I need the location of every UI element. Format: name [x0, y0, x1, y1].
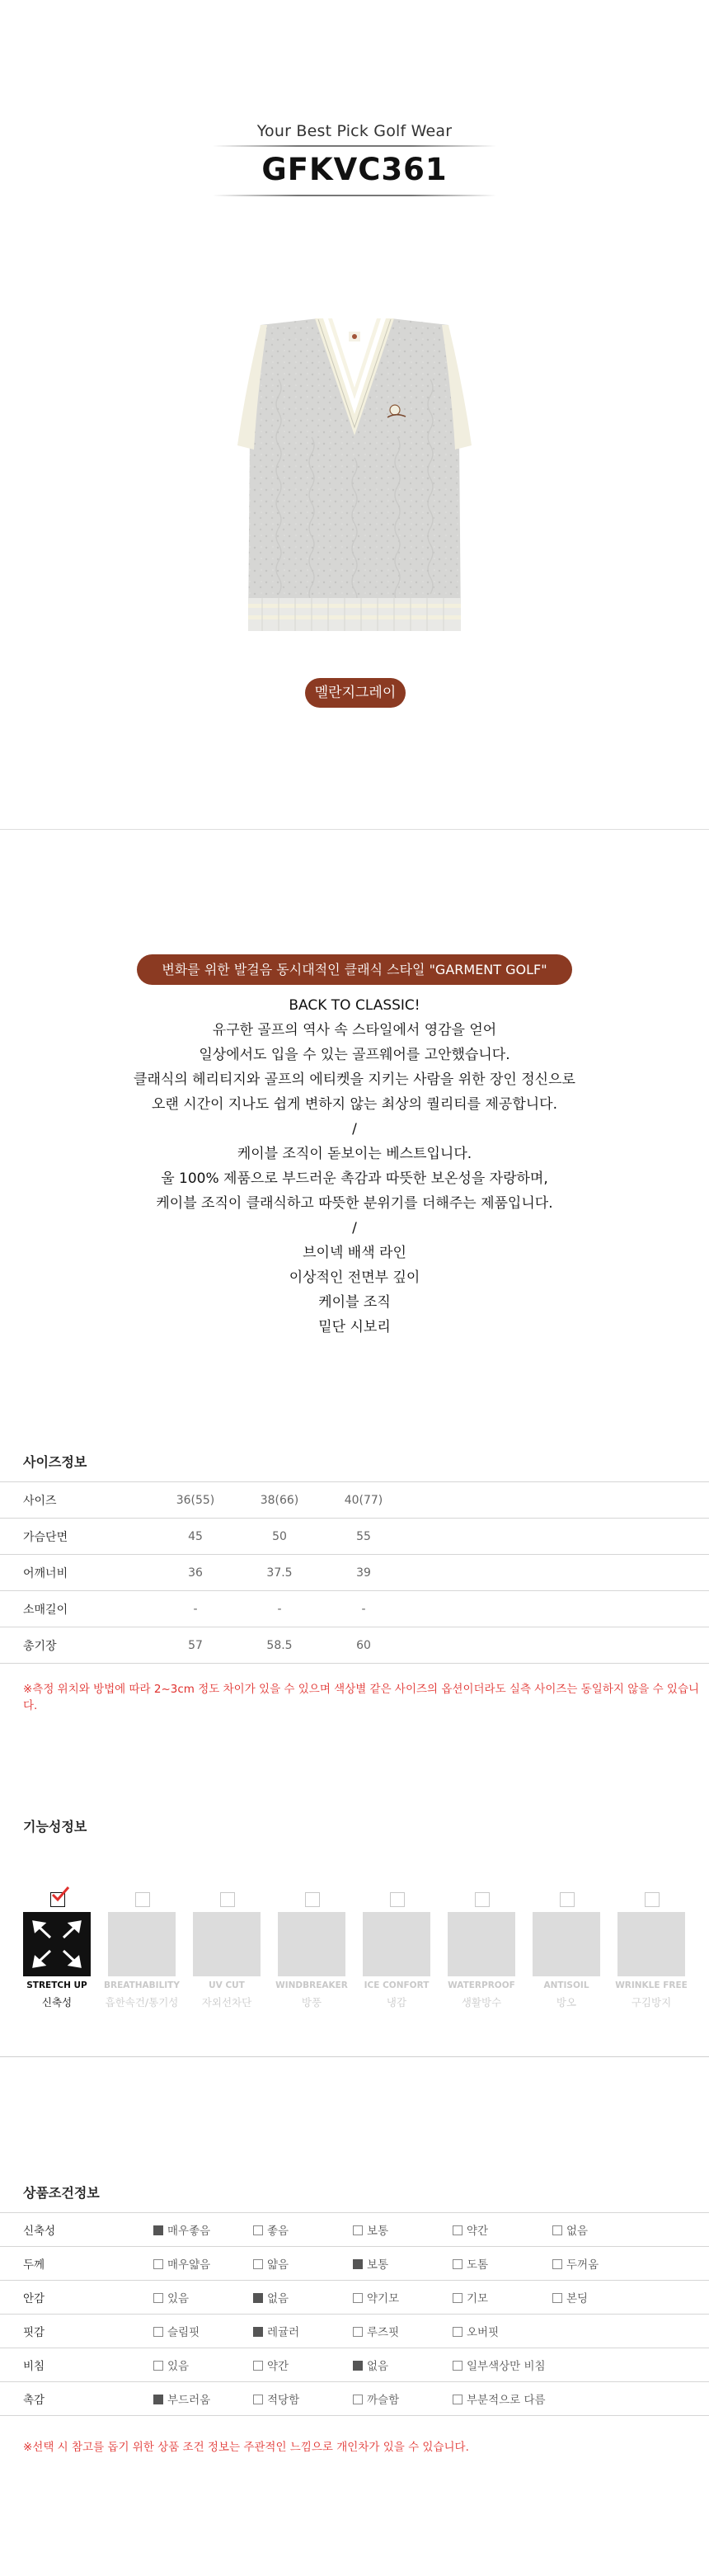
section-divider — [0, 829, 709, 830]
table-row — [0, 1519, 709, 1555]
size-info-title: 사이즈정보 — [23, 1454, 87, 1470]
condition-option: 약기모 — [353, 2281, 453, 2315]
brand-tagline: Your Best Pick Golf Wear — [256, 122, 453, 140]
checkbox-icon — [453, 2293, 462, 2303]
size-cell: 36 — [188, 1566, 203, 1580]
description-line: 케이블 조직이 클래식하고 따뜻한 분위기를 더해주는 제품입니다. — [156, 1195, 553, 1212]
size-row-label: 소매길이 — [23, 1603, 68, 1617]
function-wrinkle-free — [615, 1892, 688, 2012]
condition-option: 까슬함 — [353, 2382, 453, 2416]
checkbox-icon — [305, 1892, 320, 1907]
hero-section — [0, 0, 709, 829]
ice-icon — [363, 1912, 430, 1976]
checkbox-icon — [552, 2225, 562, 2235]
condition-option: 매우얇음 — [153, 2247, 253, 2281]
function-windbreaker — [275, 1892, 348, 2012]
function-uv-cut — [193, 1892, 261, 2012]
table-row — [0, 1482, 709, 1519]
size-row-label: 어깨너비 — [23, 1566, 68, 1580]
condition-option: 좋음 — [253, 2213, 353, 2247]
size-row-label: 가슴단면 — [23, 1530, 68, 1544]
condition-row-label: 신축성 — [23, 2225, 56, 2238]
function-ko-label: 방오 — [556, 1996, 577, 2009]
condition-option: 매우좋음 — [153, 2213, 253, 2247]
table-row — [0, 1555, 709, 1591]
description-line: 유구한 골프의 역사 속 스타일에서 영감을 얻어 — [212, 1022, 497, 1038]
function-en-label: BREATHABILITY — [104, 1980, 180, 1990]
condition-option: 보통 — [353, 2213, 453, 2247]
function-ko-label: 냉감 — [386, 1996, 407, 2009]
condition-option: 얇음 — [253, 2247, 353, 2281]
condition-note: ※선택 시 참고를 돕기 위한 상품 조건 정보는 주관적인 느낌으로 개인차가 있을 수 있습니다. — [23, 2441, 469, 2454]
description-line: 브이넥 배색 라인 — [303, 1245, 406, 1261]
description-line: 오랜 시간이 지나도 쉽게 변하지 않는 최상의 퀄리티를 제공합니다. — [151, 1096, 558, 1113]
condition-row-label: 두께 — [23, 2258, 45, 2272]
condition-option: 약간 — [253, 2348, 353, 2382]
table-row — [0, 2382, 709, 2416]
size-table — [0, 1481, 709, 1664]
description-line: 클래식의 헤리티지와 골프의 에티켓을 지키는 사람을 위한 장인 정신으로 — [134, 1071, 575, 1088]
function-en-label: WINDBREAKER — [275, 1980, 348, 1990]
checkbox-icon — [453, 2361, 462, 2371]
size-cell: 57 — [188, 1638, 203, 1652]
function-en-label: UV CUT — [209, 1980, 245, 1990]
condition-option: 보통 — [353, 2247, 453, 2281]
size-cell: 45 — [188, 1529, 203, 1543]
condition-option: 도톰 — [453, 2247, 552, 2281]
table-row — [0, 2315, 709, 2348]
checkbox-checked-icon — [353, 2361, 363, 2371]
checkbox-checked-icon — [153, 2395, 163, 2404]
function-en-label: ANTISOIL — [543, 1980, 589, 1990]
description-line: BACK TO CLASSIC! — [289, 997, 420, 1014]
description-line: 이상적인 전면부 깊이 — [289, 1269, 420, 1286]
checkbox-icon — [453, 2225, 462, 2235]
condition-option: 없음 — [353, 2348, 453, 2382]
size-cell: 60 — [356, 1638, 371, 1652]
checkbox-checked-icon — [50, 1892, 65, 1907]
function-ko-label: 자외선차단 — [201, 1996, 252, 2009]
condition-row-label: 핏감 — [23, 2326, 45, 2339]
table-row — [0, 1627, 709, 1664]
condition-option: 부드러움 — [153, 2382, 253, 2416]
function-ko-label: 구김방지 — [631, 1996, 672, 2009]
function-ko-label: 신축성 — [41, 1996, 73, 2009]
condition-row-label: 촉감 — [23, 2394, 45, 2407]
checkbox-icon — [253, 2361, 263, 2371]
table-row — [0, 2247, 709, 2281]
size-cell: - — [277, 1602, 282, 1616]
size-note: ※측정 위치와 방법에 따라 2~3cm 정도 차이가 있을 수 있으며 색상별 같은 사이즈의 옵션이더라도 실측 사이즈는 동일하지 않을 수 있습니다. — [23, 1683, 700, 1712]
function-en-label: WRINKLE FREE — [615, 1980, 688, 1990]
product-image-vest — [229, 313, 480, 652]
condition-option: 오버핏 — [453, 2315, 552, 2348]
function-icons — [23, 1892, 686, 2012]
checkbox-icon — [153, 2293, 163, 2303]
antisoil-icon — [533, 1912, 600, 1976]
condition-info-title: 상품조건정보 — [23, 2185, 100, 2201]
condition-row-label: 비침 — [23, 2360, 45, 2373]
description-line: 밑단 시보리 — [318, 1319, 391, 1335]
color-chip: 멜란지그레이 — [305, 678, 406, 708]
table-row — [0, 1591, 709, 1627]
waterproof-icon — [448, 1912, 515, 1976]
condition-option: 없음 — [552, 2213, 652, 2247]
size-cell: - — [193, 1602, 198, 1616]
function-stretch-up — [23, 1892, 91, 2012]
checkbox-icon — [153, 2361, 163, 2371]
checkbox-icon — [253, 2225, 263, 2235]
checkbox-icon — [220, 1892, 235, 1907]
size-cell: - — [361, 1602, 366, 1616]
function-ko-label: 방풍 — [301, 1996, 322, 2009]
size-cell: 55 — [356, 1529, 371, 1543]
condition-option: 레귤러 — [253, 2315, 353, 2348]
size-cell: 50 — [272, 1529, 287, 1543]
condition-option: 부분적으로 다름 — [453, 2382, 652, 2416]
function-en-label: STRETCH UP — [26, 1980, 87, 1990]
description-line: / — [352, 1220, 357, 1236]
function-breathability — [104, 1892, 180, 2012]
checkbox-icon — [552, 2259, 562, 2269]
four-arrows-outward-icon — [23, 1912, 91, 1976]
table-row — [0, 2281, 709, 2315]
condition-option: 슬림핏 — [153, 2315, 253, 2348]
checkbox-icon — [135, 1892, 150, 1907]
function-en-label: ICE CONFORT — [364, 1980, 430, 1990]
checkbox-icon — [552, 2293, 562, 2303]
function-antisoil — [533, 1892, 600, 2012]
size-cell: 39 — [356, 1566, 371, 1580]
checkbox-icon — [453, 2327, 462, 2337]
condition-table — [0, 2212, 709, 2416]
description-line: 케이블 조직 — [318, 1294, 391, 1311]
checkbox-icon — [253, 2259, 263, 2269]
condition-option: 본딩 — [552, 2281, 652, 2315]
checkbox-checked-icon — [153, 2225, 163, 2235]
description-line: 케이블 조직이 돋보이는 베스트입니다. — [237, 1146, 472, 1162]
function-en-label: WATERPROOF — [448, 1980, 515, 1990]
model-number: GFKVC361 — [261, 152, 448, 187]
function-ko-label: 흡한속건/통기성 — [105, 1996, 179, 2009]
description-headline: 변화를 위한 발걸음 동시대적인 클래식 스타일 "GARMENT GOLF" — [137, 954, 572, 985]
checkbox-icon — [453, 2395, 462, 2404]
title-rule-bottom — [213, 195, 496, 196]
checkbox-icon — [153, 2259, 163, 2269]
size-cell: 58.5 — [266, 1638, 293, 1652]
description-line: 울 100% 제품으로 부드러운 촉감과 따뜻한 보온성을 자랑하며, — [161, 1170, 548, 1187]
function-ko-label: 생활방수 — [461, 1996, 502, 2009]
checkbox-checked-icon — [253, 2293, 263, 2303]
checkbox-icon — [253, 2395, 263, 2404]
condition-option: 두꺼움 — [552, 2247, 652, 2281]
table-row — [0, 2213, 709, 2247]
condition-option: 약간 — [453, 2213, 552, 2247]
checkbox-icon — [353, 2293, 363, 2303]
condition-option: 기모 — [453, 2281, 552, 2315]
checkbox-checked-icon — [253, 2327, 263, 2337]
checkbox-icon — [645, 1892, 660, 1907]
windbreaker-icon — [278, 1912, 345, 1976]
size-cell: 40(77) — [344, 1493, 383, 1507]
condition-option: 루즈핏 — [353, 2315, 453, 2348]
description-line: 일상에서도 입을 수 있는 골프웨어를 고안했습니다. — [199, 1047, 510, 1063]
title-rule-top — [213, 145, 496, 147]
condition-option: 없음 — [253, 2281, 353, 2315]
checkbox-icon — [475, 1892, 490, 1907]
description-line: / — [352, 1121, 357, 1137]
neck-label-icon — [349, 332, 360, 341]
size-row-label: 사이즈 — [23, 1494, 57, 1508]
function-waterproof — [448, 1892, 515, 2012]
condition-option: 일부색상만 비침 — [453, 2348, 652, 2382]
uv-cut-icon — [193, 1912, 261, 1976]
condition-option: 적당함 — [253, 2382, 353, 2416]
size-cell: 36(55) — [176, 1493, 215, 1507]
checkbox-icon — [560, 1892, 575, 1907]
size-cell: 38(66) — [260, 1493, 299, 1507]
description-text — [0, 993, 709, 1340]
checkbox-icon — [153, 2327, 163, 2337]
size-cell: 37.5 — [266, 1566, 293, 1580]
function-ice-confort — [363, 1892, 430, 2012]
size-row-label: 총기장 — [23, 1639, 57, 1653]
condition-option: 있음 — [153, 2348, 253, 2382]
checkbox-icon — [353, 2395, 363, 2404]
checkbox-checked-icon — [353, 2259, 363, 2269]
condition-option: 있음 — [153, 2281, 253, 2315]
table-row — [0, 2348, 709, 2382]
function-info-title: 기능성정보 — [23, 1819, 87, 1834]
breathability-icon — [108, 1912, 176, 1976]
checkbox-icon — [353, 2225, 363, 2235]
checkbox-icon — [390, 1892, 405, 1907]
condition-row-label: 안감 — [23, 2292, 45, 2305]
section-divider — [0, 2056, 709, 2057]
checkbox-icon — [453, 2259, 462, 2269]
checkbox-icon — [353, 2327, 363, 2337]
wrinkle-free-icon — [617, 1912, 685, 1976]
